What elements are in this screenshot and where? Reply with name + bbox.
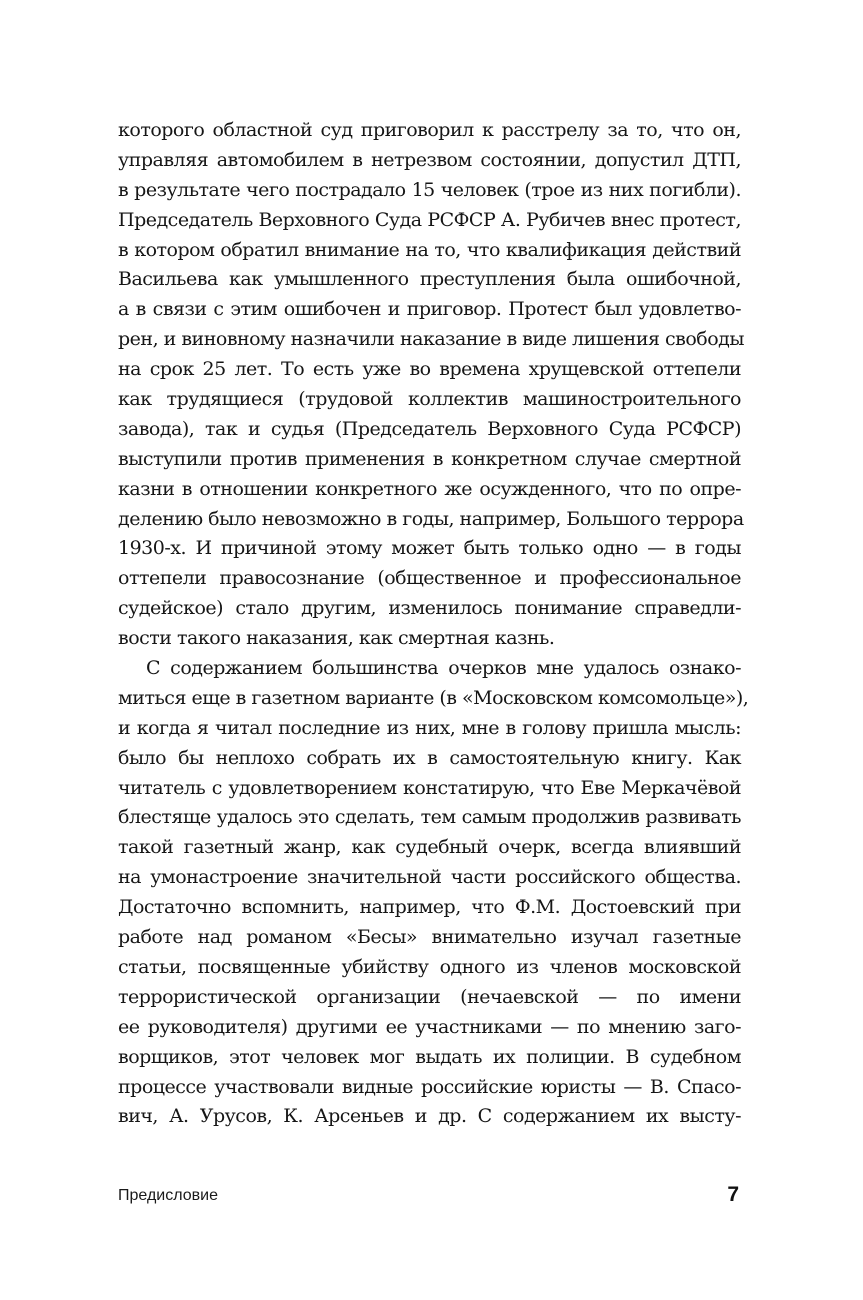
text-line: процессе участвовали видные российские юристы — В. Спасо- (118, 1075, 741, 1098)
text-line: в котором обратил внимание на то, что квалификация действий (118, 238, 741, 261)
text-line: судейское) стало другим, изменилось понимание справедли- (118, 597, 741, 620)
text-line: такой газетный жанр, как судебный очерк, всегда влиявший (118, 836, 741, 859)
text-line: а в связи с этим ошибочен и приговор. Протест был удовлетво- (118, 298, 741, 321)
text-line: Председатель Верховного Суда РСФСР А. Рубичев внес протест, (118, 208, 741, 231)
text-line: статьи, посвященные убийству одного из членов московской (118, 955, 741, 978)
body-text (118, 116, 749, 1132)
text-line: завода), так и судья (Председатель Верховного Суда РСФСР) (118, 417, 741, 440)
text-line: террористической организации (нечаевской — по имени (118, 985, 741, 1008)
text-line: на умонастроение значительной части российского общества. (118, 866, 741, 889)
text-line: читатель с удовлетворением констатирую, что Еве Меркачёвой (118, 776, 741, 799)
text-line: в результате чего пострадало 15 человек (трое из них погибли). (118, 178, 741, 201)
text-line: работе над романом «Бесы» внимательно изучал газетные (118, 926, 741, 949)
text-line: оттепели правосознание (общественное и профессиональное (118, 567, 741, 590)
running-footer-section-title: Предисловие (118, 1187, 218, 1204)
text-line: выступили против применения в конкретном случае смертной (118, 447, 741, 470)
text-line: Васильева как умышленного преступления была ошибочной, (118, 268, 741, 291)
text-line: ворщиков, этот человек мог выдать их полиции. В судебном (118, 1045, 741, 1068)
text-line: миться еще в газетном варианте (в «Московском комсомольце»), (118, 686, 749, 709)
text-line: как трудящиеся (трудовой коллектив машиностроительного (118, 388, 741, 411)
text-line: 1930-х. И причиной этому может быть только одно — в годы (118, 537, 741, 560)
text-line: делению было невозможно в годы, например, Большого террора (118, 507, 744, 530)
text-line: было бы неплохо собрать их в самостоятельную книгу. Как (118, 746, 741, 769)
text-line: которого областной суд приговорил к расстрелу за то, что он, (118, 119, 741, 141)
paragraph-1 (118, 116, 744, 654)
text-line: казни в отношении конкретного же осужденного, что по опре- (118, 477, 741, 500)
text-line: ее руководителя) другими ее участниками — по мнению заго- (118, 1015, 741, 1038)
paragraph-2 (118, 654, 749, 1132)
text-line: и когда я читал последние из них, мне в голову пришла мысль: (118, 716, 741, 739)
text-line: вич, А. Урусов, К. Арсеньев и др. С содержанием их высту- (118, 1105, 741, 1128)
page-number: 7 (727, 1183, 739, 1206)
text-line: Достаточно вспомнить, например, что Ф.М. Достоевский при (118, 896, 741, 919)
text-line: вости такого наказания, как смертная казнь. (118, 627, 555, 650)
text-line: блестяще удалось это сделать, тем самым продолжив развивать (118, 806, 741, 829)
text-line: управляя автомобилем в нетрезвом состоянии, допустил ДТП, (118, 148, 741, 171)
text-line: С содержанием большинства очерков мне удалось ознако- (146, 657, 741, 680)
text-line: рен, и виновному назначили наказание в виде лишения свободы (118, 328, 744, 351)
text-line: на срок 25 лет. То есть уже во времена хрущевской оттепели (118, 358, 741, 381)
